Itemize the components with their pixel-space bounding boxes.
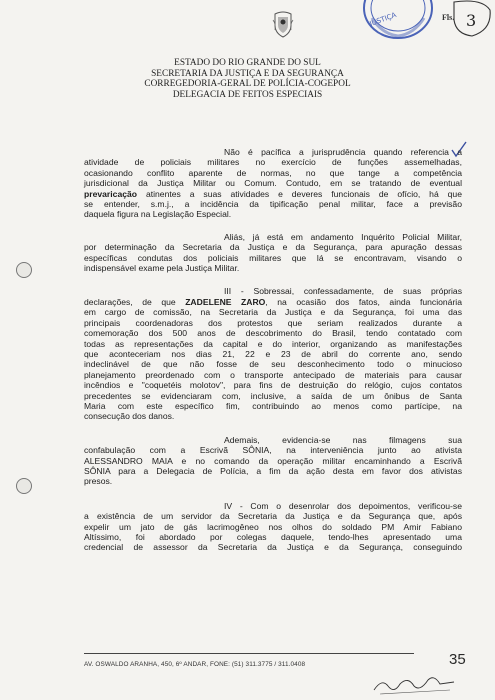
text-line: incêndios e "coquetéis molotov", para fins de destruição do relógio, cujos contatos (84, 380, 462, 391)
signature-icon (370, 672, 460, 698)
text-line: atividade de policiais militares no exercício de funções assemelhadas, (84, 157, 462, 168)
footer-divider (84, 653, 414, 654)
text-line: declarações, de que ZADELENE ZARO, na ocasião dos fatos, ainda funcionária (84, 296, 462, 307)
text-line: principais coordenadoras dos protestos que seriam realizados durante a (84, 317, 462, 328)
text-line: consecução dos danos. (84, 411, 175, 422)
text-line: todas as representações da capital e do interior, organizando as manifestações (84, 338, 462, 349)
text-line: IV - Com o desenrolar dos depoimentos, verificou-se (224, 500, 462, 511)
text-line: a existência de um servidor da Secretaria da Justiça e da Segurança que, após (84, 511, 462, 522)
folio-label: Fls. (442, 13, 455, 22)
text-line: presos. (84, 476, 113, 487)
letterhead-line: CORREGEDORIA-GERAL DE POLÍCIA-COGEPOL (144, 79, 351, 90)
text-line: ALESSANDRO MAIA e no comando da operação militar encaminhando a Escrivã (84, 455, 462, 466)
letterhead-line: SECRETARIA DA JUSTIÇA E DA SEGURANÇA (151, 68, 344, 79)
text-line: que aconteceriam nos dias 21, 22 e 23 de abril do corrente ano, sendo (84, 348, 462, 359)
letterhead-line: ESTADO DO RIO GRANDE DO SUL (174, 58, 321, 68)
text-line: ocasionando conflito aparente de normas, no que tange a competência (84, 167, 462, 178)
text-line: Não é pacífica a jurisprudência quando referencia a (224, 147, 462, 157)
official-stamp-icon (362, 0, 434, 44)
text-line: por determinação da Secretaria da Justiça e da Segurança, para apuração dessas (84, 242, 462, 253)
text-line: III - Sobressai, confessadamente, de suas próprias (224, 286, 462, 297)
text-line: precedentes se evidenciaram com, inclusive, a saída de um ônibus de Santa (84, 390, 462, 401)
text-line: indispensável exame pela Justiça Militar. (84, 263, 240, 274)
punch-hole-icon (16, 262, 32, 278)
text-line: SÔNIA para a Delegacia de Polícia, a fim da ação desta em favor dos ativistas (84, 465, 462, 476)
coat-of-arms-icon (272, 10, 294, 38)
letterhead-line: DELEGACIA DE FEITOS ESPECIAIS (172, 89, 323, 100)
svg-text:JUSTIÇA: JUSTIÇA (368, 11, 398, 28)
paragraph (84, 232, 462, 274)
text-line: Altíssimo, foi abordado por colegas daquele, tendo-lhes apresentado uma (84, 532, 462, 542)
text-line: jurisdicional da Justiça Militar ou Comum. Contudo, em se tratando de eventual (84, 178, 462, 189)
text-line: comemoração dos 500 anos de descobrimento do Brasil, tendo contatado com (84, 328, 462, 339)
text-line: indeclinável de que não fosse de seu desconhecimento todo o minucioso (84, 359, 462, 370)
text-line: confabulação com a Escrivã SÔNIA, na interveniência junto ao ativista (84, 445, 462, 456)
footer-address: AV. OSWALDO ARANHA, 450, 6º ANDAR, FONE: (51) 311.3775 / 311.0408 (84, 661, 306, 668)
paragraph (84, 147, 462, 220)
paragraph (84, 435, 462, 487)
text-line: expelir um jato de gás lacrimogêneo nos olhos do soldado PM Amir Fabiano (84, 521, 462, 532)
text-line: daquela figura na Legislação Especial. (84, 209, 232, 220)
folio-number: 3 (466, 11, 477, 30)
text-line: Aliás, já está em andamento Inquérito Policial Militar, (224, 231, 462, 242)
text-line: Maria com este específico fim, contribuindo ao menos como partícipe, na (84, 400, 462, 411)
document-body (84, 147, 462, 563)
text-line: específicas condutas dos policiais militares que lá se encontravam, visando o (84, 252, 462, 263)
text-line: planejamento preordenado com o transporte antecipado de materiais para causar (84, 369, 462, 380)
text-line: credencial de assessor da Secretaria da Justiça e da Segurança, conseguindo (84, 542, 462, 553)
text-line: em cargo de comissão, na Secretaria da Justiça e da Segurança, foi uma das (84, 307, 462, 318)
text-line: prevaricação atinentes a suas atividades e deveres funcionais de ofício, há que (84, 188, 462, 199)
page-number: 35 (449, 651, 466, 668)
folio-stamp-icon (452, 0, 492, 38)
paragraph (84, 501, 462, 553)
punch-hole-icon (16, 478, 32, 494)
paragraph (84, 286, 462, 421)
letterhead (0, 58, 495, 100)
text-line: se entender, s.m.j., a incidência da tipificação penal militar, face a previsão (84, 199, 462, 210)
text-line: Ademais, evidencia-se nas filmagens sua (224, 434, 462, 445)
